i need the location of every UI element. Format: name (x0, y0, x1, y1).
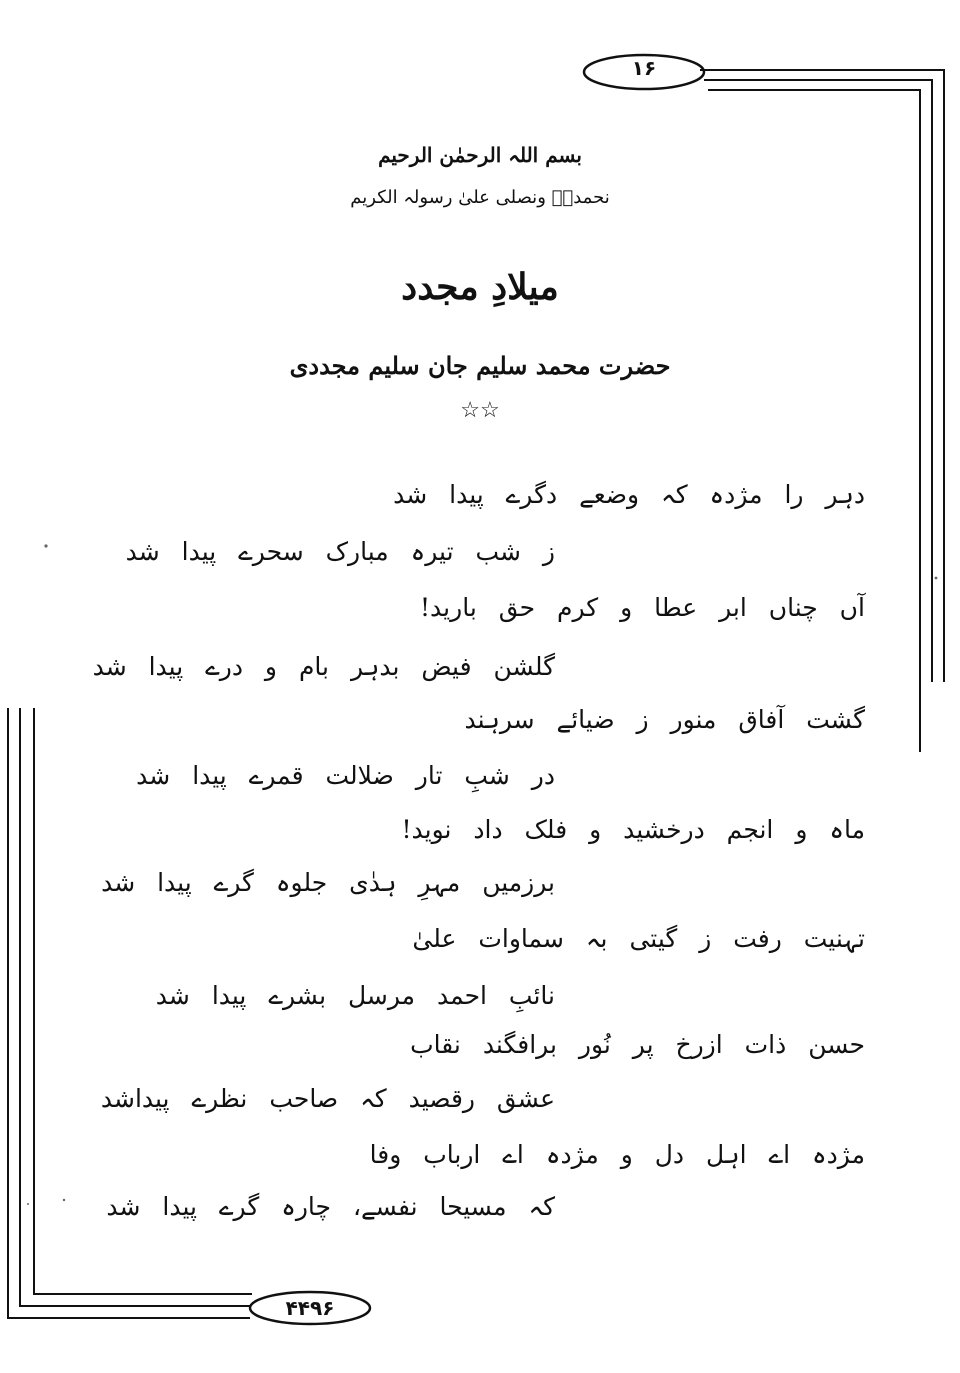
verse-line-1: دہر را مژدہ کہ وضعے دگرے پیدا شد (393, 480, 865, 509)
bismillah: بسم اللہ الرحمٰن الرحیم (378, 143, 582, 167)
verse-line-6: در شبِ تار ضلالت قمرے پیدا شد (136, 761, 555, 790)
verse-line-8: برزمیں مہرِ ہدٰی جلوہ گرے پیدا شد (101, 868, 555, 897)
verse-line-7: ماہ و انجم درخشید و فلک داد نوید! (401, 815, 865, 844)
salawat: نحمدہٗ ونصلی علیٰ رسولہ الکریم (350, 187, 610, 208)
page-number-bottom: ۴۴۹۶ (285, 1296, 335, 1320)
page-number-top: ۱۶ (631, 56, 657, 80)
verse-line-9: تہنیت رفت ز گیتی بہ سماوات علیٰ (412, 924, 865, 953)
verse-line-10: نائبِ احمد مرسل بشرے پیدا شد (155, 981, 555, 1010)
verse-line-12: عشق رقصید کہ صاحب نظرے پیداشد (100, 1084, 555, 1113)
verse-line-14: کہ مسیحا نفسے، چارہ گرے پیدا شد (106, 1192, 555, 1221)
verse-line-4: گلشن فیض بدہر بام و درے پیدا شد (92, 652, 555, 681)
star-separator: ☆☆ (460, 398, 500, 423)
verse-line-11: حسن ذات ازرخ پر نُور برافگند نقاب (410, 1030, 865, 1059)
poem-title: میلادِ مجدد (401, 266, 559, 308)
verse-line-3: آں چناں ابر عطا و کرم حق بارید! (420, 593, 865, 622)
verse-line-5: گشت آفاق منور ز ضیائے سرہند (464, 705, 865, 734)
verse-line-13: مژدہ اے اہل دل و مژدہ اے ارباب وفا (369, 1140, 865, 1169)
poem-author: حضرت محمد سلیم جان سلیم مجددی (289, 351, 671, 380)
verse-line-2: ز شب تیرہ مبارک سحرے پیدا شد (125, 537, 555, 566)
